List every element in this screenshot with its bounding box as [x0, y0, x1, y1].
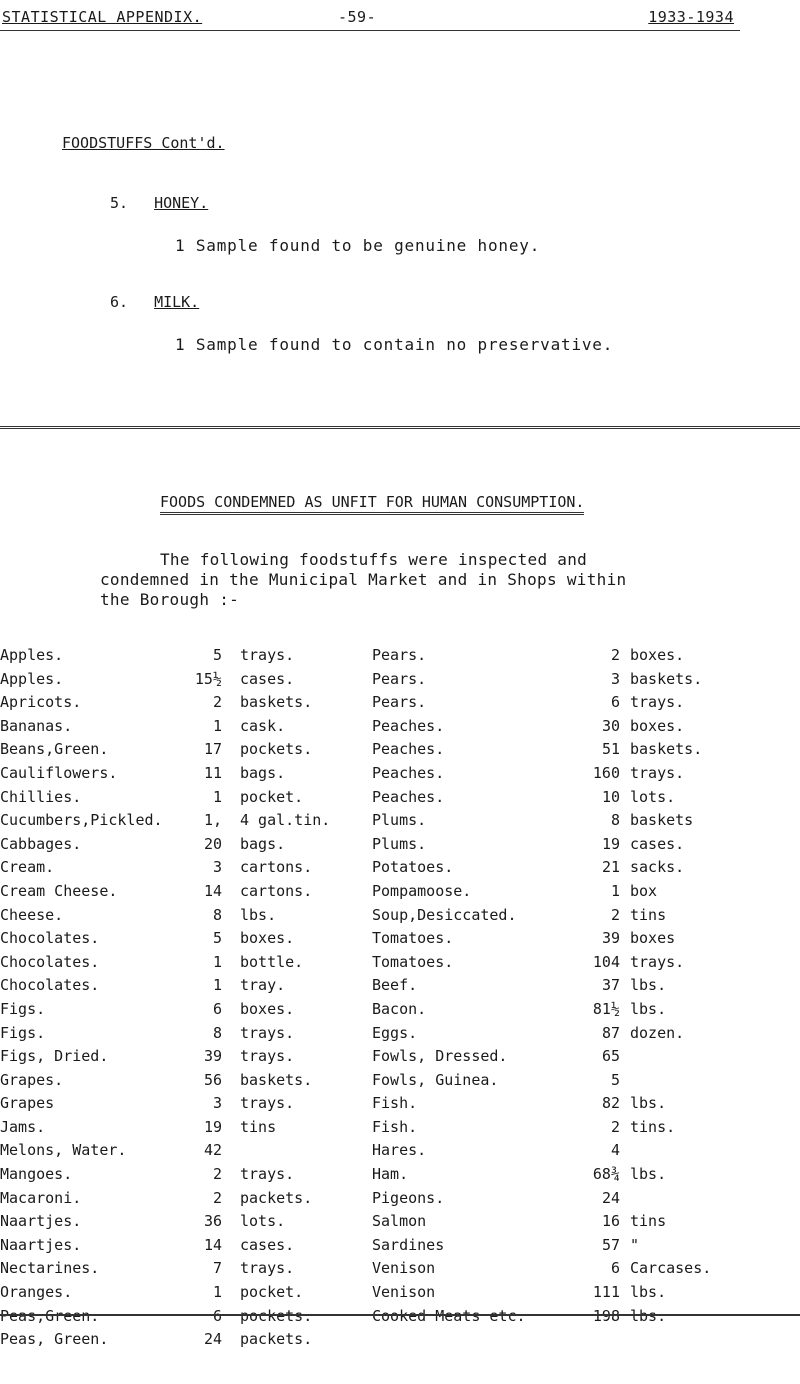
food-item: Venison	[372, 1283, 436, 1302]
quantity: 30	[601, 716, 620, 735]
quantity: 19	[601, 834, 620, 853]
quantity: 2	[610, 1117, 620, 1136]
food-item: Peas,Green.	[0, 1306, 100, 1325]
unit: 4 gal.tin.	[240, 811, 331, 830]
section-divider	[0, 426, 800, 429]
unit: lbs.	[630, 1283, 667, 1302]
unit: lbs.	[240, 905, 277, 924]
intro-line: condemned in the Municipal Market and in Shops within	[100, 570, 627, 589]
unit: "	[630, 1235, 640, 1254]
table-row	[0, 1283, 800, 1307]
quantity: 5	[212, 646, 222, 664]
quantity: 87	[601, 1023, 620, 1042]
unit: bottle.	[240, 952, 304, 971]
table-row	[0, 646, 800, 670]
unit: cases.	[240, 1235, 295, 1254]
food-item: Cheese.	[0, 905, 64, 924]
quantity: 51	[601, 740, 620, 759]
food-item: Figs.	[0, 999, 46, 1018]
quantity: 10	[601, 787, 620, 806]
item-text-honey: 1 Sample found to be genuine honey.	[175, 236, 541, 255]
quantity: 2	[212, 1188, 222, 1207]
unit: bags.	[240, 763, 286, 782]
table-row	[0, 1118, 800, 1142]
food-item: Pompamoose.	[372, 881, 472, 900]
food-item: Tomatoes.	[372, 929, 454, 948]
quantity: 2	[610, 905, 620, 924]
unit: tray.	[240, 976, 286, 995]
food-item: Figs.	[0, 1023, 46, 1042]
item-heading-honey	[110, 194, 208, 212]
quantity: 11	[203, 763, 222, 782]
table-row	[0, 1047, 800, 1071]
quantity: 6	[610, 1259, 620, 1278]
food-item: Eggs.	[372, 1023, 418, 1042]
food-item: Peaches.	[372, 787, 445, 806]
quantity: 24	[601, 1188, 620, 1207]
item-heading-milk	[110, 293, 199, 311]
table-row	[0, 1071, 800, 1095]
unit: tins	[240, 1117, 277, 1136]
unit: lbs.	[630, 1165, 667, 1184]
quantity: 36	[203, 1212, 222, 1231]
intro-line: The following foodstuffs were inspected and	[160, 550, 588, 569]
unit: lbs.	[630, 976, 667, 995]
quantity: 1,	[203, 811, 222, 830]
food-item: Chocolates.	[0, 952, 100, 971]
unit: trays.	[240, 1165, 295, 1184]
food-item: Beef.	[372, 976, 418, 995]
food-item: Grapes	[0, 1094, 55, 1113]
quantity: 8	[212, 1023, 222, 1042]
table-row	[0, 1259, 800, 1283]
unit: lbs.	[630, 999, 667, 1018]
food-item: Chillies.	[0, 787, 82, 806]
food-item: Fish.	[372, 1117, 418, 1136]
table-row	[0, 1330, 800, 1354]
unit: trays.	[630, 952, 685, 971]
table-row	[0, 953, 800, 977]
quantity: 14	[203, 1235, 222, 1254]
table-row	[0, 670, 800, 694]
quantity: 14	[203, 881, 222, 900]
unit: baskets.	[240, 1070, 313, 1089]
quantity: 42	[203, 1141, 222, 1160]
quantity: 56	[203, 1070, 222, 1089]
quantity: 160	[592, 763, 620, 782]
quantity: 19	[203, 1117, 222, 1136]
table-row	[0, 1189, 800, 1213]
food-item: Chocolates.	[0, 976, 100, 995]
food-item: Melons, Water.	[0, 1141, 127, 1160]
unit: lbs.	[630, 1306, 667, 1325]
quantity: 39	[203, 1047, 222, 1066]
food-item: Plums.	[372, 834, 427, 853]
item-title: MILK.	[154, 293, 200, 311]
quantity: 3	[212, 1094, 222, 1113]
table-row	[0, 976, 800, 1000]
unit: cases.	[240, 669, 295, 688]
unit: baskets.	[630, 669, 703, 688]
quantity: 8	[610, 811, 620, 830]
food-item: Cooked Meats etc.	[372, 1306, 526, 1325]
quantity: 39	[601, 929, 620, 948]
food-item: Peaches.	[372, 716, 445, 735]
unit: pockets.	[240, 740, 313, 759]
food-item: Plums.	[372, 811, 427, 830]
item-number: 5.	[110, 194, 129, 212]
quantity: 21	[601, 858, 620, 877]
unit: dozen.	[630, 1023, 685, 1042]
table-row	[0, 1000, 800, 1024]
food-item: Apples.	[0, 669, 64, 688]
quantity: 24	[203, 1330, 222, 1349]
unit: pockets.	[240, 1306, 313, 1325]
food-item: Cream Cheese.	[0, 881, 118, 900]
food-item: Apples.	[0, 646, 64, 664]
condemned-intro	[100, 550, 760, 610]
table-row	[0, 1307, 800, 1331]
food-item: Peas, Green.	[0, 1330, 109, 1349]
table-row	[0, 717, 800, 741]
food-item: Pigeons.	[372, 1188, 445, 1207]
bottom-rule	[0, 1314, 800, 1316]
food-item: Peaches.	[372, 740, 445, 759]
unit: trays.	[240, 1259, 295, 1278]
quantity: 2	[212, 1165, 222, 1184]
table-row	[0, 882, 800, 906]
quantity: 104	[592, 952, 620, 971]
food-item: Macaroni.	[0, 1188, 82, 1207]
quantity: 3	[212, 858, 222, 877]
quantity: 1	[212, 787, 222, 806]
table-row	[0, 929, 800, 953]
unit: Carcases.	[630, 1259, 712, 1278]
food-item: Potatoes.	[372, 858, 454, 877]
unit: baskets.	[630, 740, 703, 759]
quantity: 57	[601, 1235, 620, 1254]
unit: cartons.	[240, 858, 313, 877]
quantity: 81½	[592, 999, 620, 1018]
table-row	[0, 1141, 800, 1165]
table-row	[0, 858, 800, 882]
food-item: Apricots.	[0, 693, 82, 712]
food-item: Sardines	[372, 1235, 445, 1254]
unit: cases.	[630, 834, 685, 853]
food-item: Salmon	[372, 1212, 427, 1231]
unit: cartons.	[240, 881, 313, 900]
food-item: Mangoes.	[0, 1165, 73, 1184]
food-item: Nectarines.	[0, 1259, 100, 1278]
food-item: Pears.	[372, 646, 427, 664]
unit: boxes	[630, 929, 676, 948]
table-row	[0, 1236, 800, 1260]
unit: trays.	[630, 763, 685, 782]
unit: tins	[630, 905, 667, 924]
food-item: Bananas.	[0, 716, 73, 735]
unit: boxes.	[240, 929, 295, 948]
quantity: 6	[212, 1306, 222, 1325]
quantity: 1	[212, 952, 222, 971]
food-item: Grapes.	[0, 1070, 64, 1089]
quantity: 17	[203, 740, 222, 759]
unit: trays.	[240, 646, 295, 664]
item-title: HONEY.	[154, 194, 209, 212]
unit: lbs.	[630, 1094, 667, 1113]
quantity: 16	[601, 1212, 620, 1231]
food-item: Pears.	[372, 669, 427, 688]
food-item: Cabbages.	[0, 834, 82, 853]
condemned-title: FOODS CONDEMNED AS UNFIT FOR HUMAN CONSUMPTION.	[160, 493, 584, 515]
unit: cask.	[240, 716, 286, 735]
quantity: 1	[212, 976, 222, 995]
table-row	[0, 740, 800, 764]
quantity: 65	[601, 1047, 620, 1066]
food-item: Hares.	[372, 1141, 427, 1160]
table-row	[0, 1094, 800, 1118]
table-row	[0, 835, 800, 859]
item-text-milk: 1 Sample found to contain no preservative.	[175, 335, 614, 354]
food-item: Cucumbers,Pickled.	[0, 811, 163, 830]
year-range: 1933-1934	[648, 8, 734, 26]
quantity: 1	[610, 881, 620, 900]
food-item: Ham.	[372, 1165, 409, 1184]
food-item: Soup,Desiccated.	[372, 905, 517, 924]
unit: trays.	[240, 1047, 295, 1066]
food-item: Oranges.	[0, 1283, 73, 1302]
unit: trays.	[240, 1094, 295, 1113]
table-row	[0, 1165, 800, 1189]
quantity: 68¾	[592, 1165, 620, 1184]
quantity: 198	[592, 1306, 620, 1325]
food-item: Beans,Green.	[0, 740, 109, 759]
food-item: Naartjes.	[0, 1235, 82, 1254]
quantity: 15½	[194, 669, 222, 688]
food-item: Figs, Dried.	[0, 1047, 109, 1066]
food-item: Jams.	[0, 1117, 46, 1136]
quantity: 1	[212, 716, 222, 735]
food-item: Bacon.	[372, 999, 427, 1018]
food-item: Pears.	[372, 693, 427, 712]
unit: boxes.	[630, 716, 685, 735]
item-number: 6.	[110, 293, 129, 311]
quantity: 8	[212, 905, 222, 924]
quantity: 2	[212, 693, 222, 712]
quantity: 82	[601, 1094, 620, 1113]
unit: boxes.	[240, 999, 295, 1018]
condemned-foods-table	[0, 646, 800, 1354]
quantity: 6	[610, 693, 620, 712]
quantity: 7	[212, 1259, 222, 1278]
section-continued-heading: FOODSTUFFS Cont'd.	[62, 134, 225, 152]
unit: baskets.	[240, 693, 313, 712]
unit: packets.	[240, 1330, 313, 1349]
unit: packets.	[240, 1188, 313, 1207]
quantity: 5	[610, 1070, 620, 1089]
food-item: Fowls, Guinea.	[372, 1070, 499, 1089]
unit: pocket.	[240, 787, 304, 806]
unit: baskets	[630, 811, 694, 830]
food-item: Naartjes.	[0, 1212, 82, 1231]
quantity: 5	[212, 929, 222, 948]
appendix-title: STATISTICAL APPENDIX.	[2, 8, 203, 26]
quantity: 111	[592, 1283, 620, 1302]
food-item: Cream.	[0, 858, 55, 877]
food-item: Tomatoes.	[372, 952, 454, 971]
unit: lots.	[240, 1212, 286, 1231]
page-number: -59-	[338, 8, 377, 26]
food-item: Fish.	[372, 1094, 418, 1113]
unit: trays.	[240, 1023, 295, 1042]
table-row	[0, 1024, 800, 1048]
table-row	[0, 693, 800, 717]
unit: box	[630, 881, 658, 900]
unit: tins	[630, 1212, 667, 1231]
table-row	[0, 906, 800, 930]
quantity: 3	[610, 669, 620, 688]
header-rule	[0, 30, 740, 31]
unit: boxes.	[630, 646, 685, 664]
table-row	[0, 1212, 800, 1236]
unit: pocket.	[240, 1283, 304, 1302]
quantity: 20	[203, 834, 222, 853]
quantity: 2	[610, 646, 620, 664]
food-item: Chocolates.	[0, 929, 100, 948]
food-item: Venison	[372, 1259, 436, 1278]
quantity: 6	[212, 999, 222, 1018]
unit: lots.	[630, 787, 676, 806]
quantity: 37	[601, 976, 620, 995]
quantity: 1	[212, 1283, 222, 1302]
quantity: 4	[610, 1141, 620, 1160]
unit: trays.	[630, 693, 685, 712]
intro-line: the Borough :-	[100, 590, 240, 609]
table-row	[0, 811, 800, 835]
unit: sacks.	[630, 858, 685, 877]
food-item: Peaches.	[372, 763, 445, 782]
unit: bags.	[240, 834, 286, 853]
unit: tins.	[630, 1117, 676, 1136]
table-row	[0, 788, 800, 812]
food-item: Fowls, Dressed.	[372, 1047, 508, 1066]
table-row	[0, 764, 800, 788]
food-item: Cauliflowers.	[0, 763, 118, 782]
